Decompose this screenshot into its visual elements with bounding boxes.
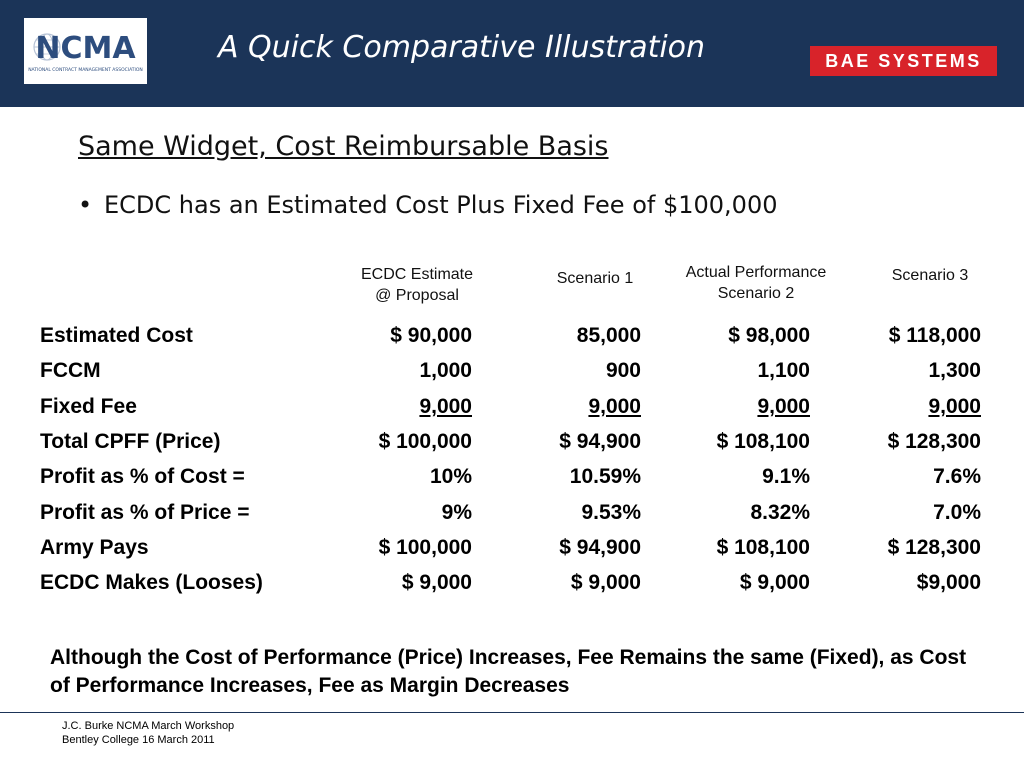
table-cell: 10.59% <box>569 465 641 488</box>
table-cell <box>830 394 981 420</box>
table-cell: $ 100,000 <box>378 430 472 453</box>
table-cell: $ 118,000 <box>888 324 981 347</box>
bae-systems-logo: BAE SYSTEMS <box>810 46 997 76</box>
ncma-logo <box>24 18 147 84</box>
table-cell: 9.53% <box>581 501 641 524</box>
row-label: Army Pays <box>40 536 149 559</box>
table-cell: $ 94,900 <box>559 536 641 559</box>
table-cell: $ 100,000 <box>378 536 472 559</box>
row-label: Total CPFF (Price) <box>40 430 221 453</box>
logo-text: NCMA <box>35 31 136 66</box>
column-header-scenario-1: Scenario 1 <box>556 270 634 287</box>
row-label: Profit as % of Price = <box>40 501 250 524</box>
table-cell: 1,100 <box>757 359 810 382</box>
underlined-value: 9,000 <box>928 395 981 418</box>
table-cell: $ 9,000 <box>739 571 810 594</box>
row-label: Fixed Fee <box>40 395 137 418</box>
row-label: FCCM <box>40 359 101 382</box>
table-cell: 7.6% <box>933 465 981 488</box>
table-cell: 9% <box>441 501 472 524</box>
table-cell: $ 9,000 <box>570 571 641 594</box>
table-cell <box>320 394 472 420</box>
table-cell: $ 9,000 <box>401 571 472 594</box>
column-header-ecdc-estimate: ECDC Estimate @ Proposal <box>360 266 474 304</box>
table-cell: $ 94,900 <box>559 430 641 453</box>
table-cell: 9.1% <box>762 465 810 488</box>
footer-credit <box>62 719 234 747</box>
column-header-scenario-2: Actual Performance Scenario 2 <box>685 264 827 302</box>
slide-header <box>0 0 1024 107</box>
table-cell: $ 128,300 <box>887 536 981 559</box>
footer-line-2: Bentley College 16 March 2011 <box>62 734 215 746</box>
table-cell <box>660 394 810 420</box>
table-cell: 1,000 <box>419 359 472 382</box>
underlined-value: 9,000 <box>757 395 810 418</box>
slide-title: A Quick Comparative Illustration <box>218 30 706 65</box>
bullet-text: ECDC has an Estimated Cost Plus Fixed Fee of $100,000 <box>104 191 778 219</box>
table-cell: $ 98,000 <box>728 324 810 347</box>
table-cell: 1,300 <box>928 359 981 382</box>
bullet-icon: • <box>78 191 93 219</box>
table-cell: 8.32% <box>750 501 810 524</box>
table-cell: 85,000 <box>576 324 641 347</box>
logo-subtext: NATIONAL CONTRACT MANAGEMENT ASSOCIATION <box>28 68 143 73</box>
footer-divider <box>0 712 1024 713</box>
table-cell: 10% <box>429 465 472 488</box>
table-cell: $9,000 <box>916 571 981 594</box>
table-cell: 7.0% <box>933 501 981 524</box>
row-label: Profit as % of Cost = <box>40 465 245 488</box>
table-cell: $ 108,100 <box>716 536 810 559</box>
row-label: ECDC Makes (Looses) <box>40 571 263 594</box>
bullet-item <box>78 188 777 222</box>
section-subtitle: Same Widget, Cost Reimbursable Basis <box>78 131 609 162</box>
underlined-value: 9,000 <box>588 395 641 418</box>
footer-line-1: J.C. Burke NCMA March Workshop <box>62 720 235 732</box>
conclusion-text: Although the Cost of Performance (Price) Increases, Fee Remains the same (Fixed), as Cost of Performance Increases, Fee as Margin Decreases <box>50 646 967 697</box>
row-label: Estimated Cost <box>40 324 193 347</box>
table-cell: $ 128,300 <box>887 430 981 453</box>
column-header-scenario-3: Scenario 3 <box>891 267 969 284</box>
table-cell: $ 90,000 <box>390 324 472 347</box>
table-cell: $ 108,100 <box>716 430 810 453</box>
underlined-value: 9,000 <box>419 395 472 418</box>
table-cell: 900 <box>605 359 641 382</box>
table-cell <box>490 394 641 420</box>
